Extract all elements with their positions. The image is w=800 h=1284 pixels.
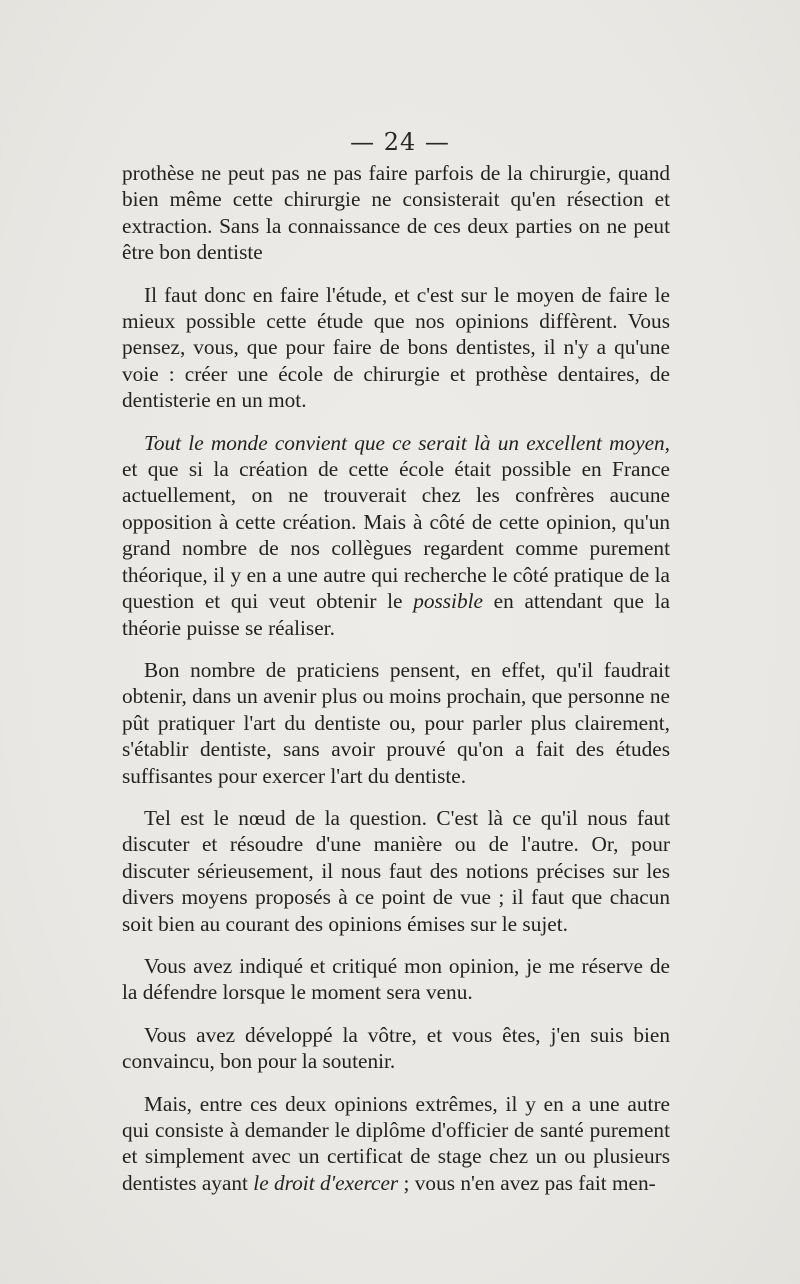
paragraph — [122, 430, 670, 641]
page-number: — 24 — — [350, 128, 450, 156]
text-segment: Bon nombre de praticiens pensent, en effet, qu'il faudrait obtenir, dans un avenir plus ou moins prochain, que personne ne pût pratiquer l'art du dentiste ou, pour parler plus clairement, s'établir dentiste, sans avoir prouvé qu'on a fait des études suffisantes pour exercer l'art du dentiste. — [122, 657, 671, 788]
text-segment: Tel est le nœud de la question. C'est là ce qu'il nous faut discuter et résoudre d'une manière ou de l'autre. Or, pour discuter sérieusement, il nous faut des notions précises sur les divers moyens proposés à ce point de vue ; il faut que chacun soit bien au courant des opinions émises sur le sujet. — [122, 805, 670, 936]
text-segment: Vous avez indiqué et critiqué mon opinion, je me réserve de la défendre lorsque le moment sera venu. — [122, 953, 670, 1005]
body-text — [122, 160, 670, 1212]
paragraph — [122, 282, 670, 414]
text-segment: Il faut donc en faire l'étude, et c'est sur le moyen de faire le mieux possible cette étude que nos opinions diffèrent. Vous pensez, vous, que pour faire de bons dentistes, il n'y a qu'une voie : créer une école de chirurgie et prothèse dentaires, de dentisterie en un mot. — [122, 282, 670, 413]
text-segment: en attendant que la théorie puisse se réaliser. — [122, 589, 670, 640]
text-segment: ; vous n'en avez pas fait men- — [398, 1170, 656, 1195]
paragraph — [122, 657, 670, 789]
paragraph — [122, 1091, 670, 1197]
text-segment: Mais, entre ces deux opinions extrêmes, il y en a une autre qui consiste à demander le diplôme d'officier de santé purement et simplement avec un certificat de stage chez un ou plusieurs dentistes ayant — [122, 1091, 670, 1195]
paragraph — [122, 953, 670, 1006]
italic-text: le droit d'exercer — [253, 1170, 399, 1195]
italic-text: possible — [413, 589, 483, 614]
paragraph — [122, 1022, 670, 1075]
paragraph — [122, 160, 670, 266]
text-segment: prothèse ne peut pas ne pas faire parfois de la chirurgie, quand bien même cette chirurgie ne consisterait qu'en résection et extraction. Sans la connaissance de ces deux parties on ne peut être bon dentiste — [122, 161, 670, 265]
text-segment: Vous avez développé la vôtre, et vous êtes, j'en suis bien convaincu, bon pour la soutenir. — [122, 1022, 670, 1074]
italic-text: Tout le monde convient que ce serait là un excellent moyen, — [144, 430, 670, 455]
text-segment: et que si la création de cette école était possible en France actuellement, on ne trouverait chez les confrères aucune opposition à cette création. Mais à côté de cette opinion, qu'un grand nombre de nos collègues regardent comme purement théorique, il y en a une autre qui recherche le côté pratique de la question et qui veut obtenir le — [122, 457, 670, 614]
paragraph — [122, 805, 670, 937]
